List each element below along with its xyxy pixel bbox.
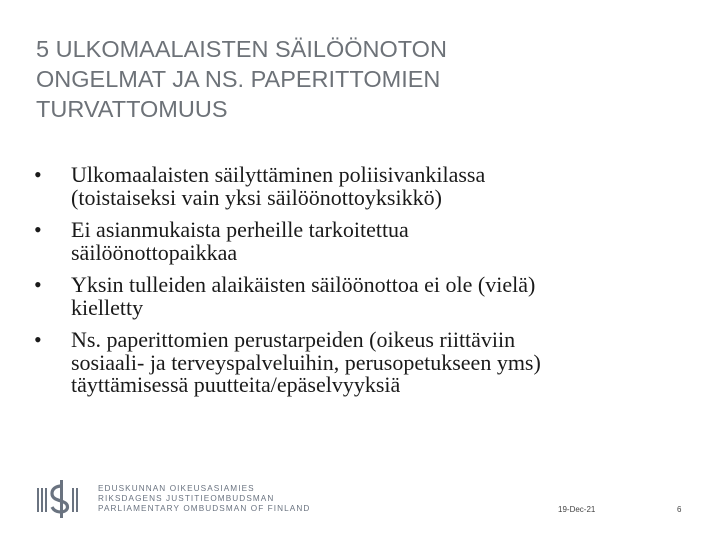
bullet-item (34, 164, 694, 209)
slide-title (36, 34, 686, 124)
bullet-line: Ulkomaalaisten säilyttäminen poliisivankilassa (71, 162, 486, 187)
bullet-icon: • (34, 217, 42, 242)
title-line: ONGELMAT JA NS. PAPERITTOMIEN (36, 66, 441, 92)
bullet-icon: • (34, 327, 42, 352)
bullet-icon: • (34, 272, 42, 297)
bullet-line: kielletty (71, 294, 144, 320)
title-line: 5 ULKOMAALAISTEN SÄILÖÖNOTON (36, 36, 447, 62)
bullet-line: säilöönottopaikkaa (71, 239, 238, 265)
page-number: 6 (677, 505, 682, 514)
title-line: TURVATTOMUUS (36, 96, 228, 122)
bullet-line: Ei asianmukaista perheille tarkoitettua (71, 217, 409, 242)
bullet-item (34, 219, 694, 264)
org-line: EDUSKUNNAN OIKEUSASIAMIES (98, 484, 255, 493)
bullet-line: Ns. paperittomien perustarpeiden (oikeus riittäviin (71, 327, 516, 352)
org-line: PARLIAMENTARY OMBUDSMAN OF FINLAND (98, 504, 311, 513)
bullet-item (34, 274, 694, 319)
bullet-line: Yksin tulleiden alaikäisten säilöönottoa ei ole (vielä) (71, 272, 536, 297)
parliamentary-ombudsman-logo-icon (36, 480, 88, 518)
slide-date: 19-Dec-21 (558, 505, 596, 514)
bullet-line: sosiaali- ja terveyspalveluihin, perusopetukseen yms) (71, 349, 541, 375)
bullet-item (34, 329, 694, 397)
bullet-line: (toistaiseksi vain yksi säilöönottoyksikkö) (71, 184, 442, 210)
organization-name (98, 484, 310, 514)
bullet-icon: • (34, 162, 42, 187)
bullet-line: täyttämisessä puutteita/epäselvyyksiä (71, 372, 401, 397)
bullet-list (34, 164, 694, 407)
org-line: RIKSDAGENS JUSTITIEOMBUDSMAN (98, 494, 275, 503)
